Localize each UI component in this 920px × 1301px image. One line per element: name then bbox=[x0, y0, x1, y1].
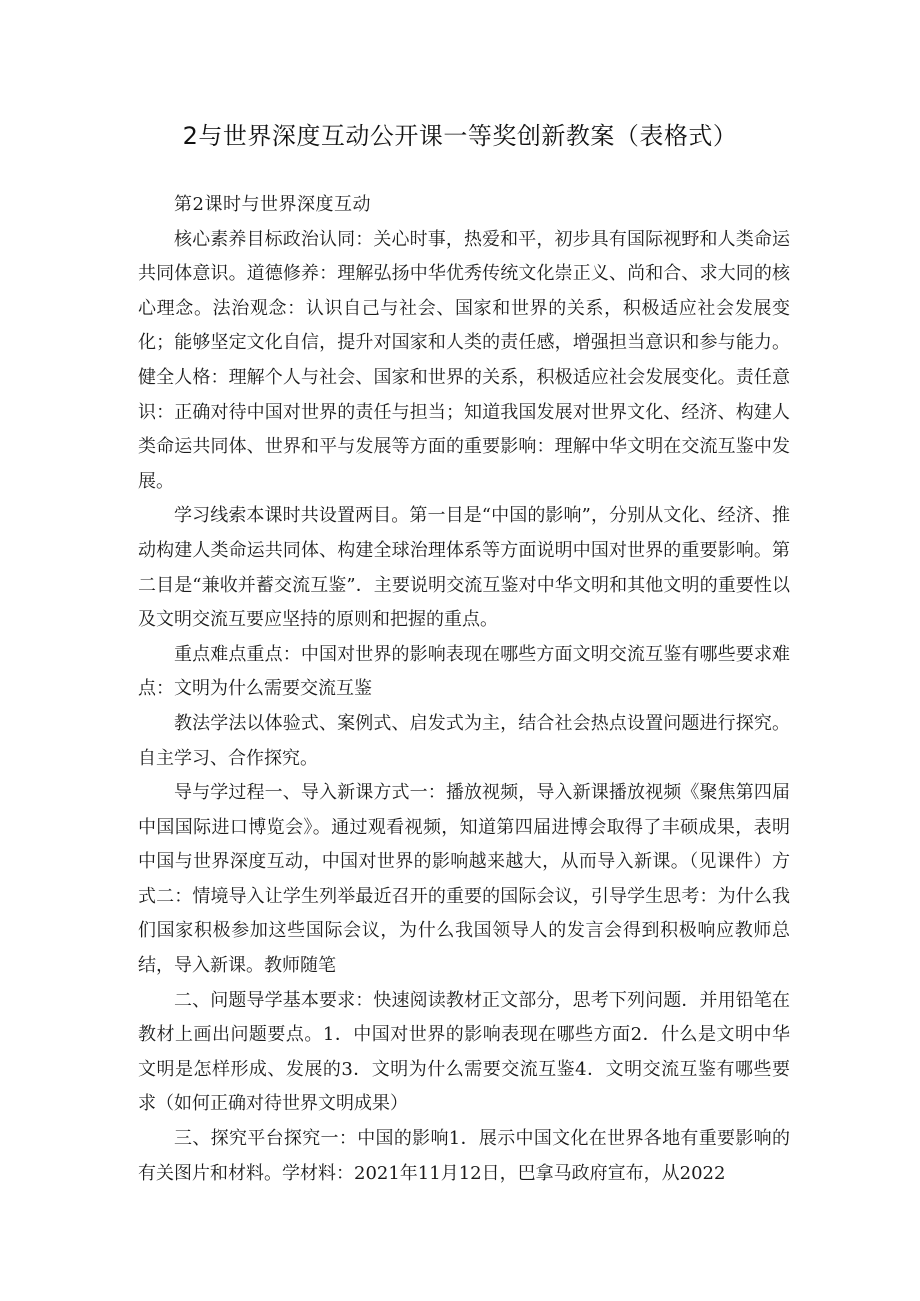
paragraph-core-literacy: 核心素养目标政治认同：关心时事，热爱和平，初步具有国际视野和人类命运共同体意识。道德修养：理解弘扬中华优秀传统文化崇正义、尚和合、求大同的核心理念。法治观念：认识自己与社会、国家和世界的关系，积极适应社会发展变化；能够坚定文化自信，提升对国家和人类的责任感，增强担当意识和参与能力。健全人格：理解个人与社会、国家和世界的关系，积极适应社会发展变化。责任意识：正确对待中国对世界的责任与担当；知道我国发展对世界文化、经济、构建人类命运共同体、世界和平与发展等方面的重要影响：理解中华文明在交流互鉴中发展。 bbox=[138, 228, 790, 492]
paragraph-learning-clue: 学习线索本课时共设置两目。第一目是“中国的影响”，分别从文化、经济、推动构建人类命运共同体、构建全球治理体系等方面说明中国对世界的重要影响。第二目是“兼收并蓄交流互鉴”．主要说明交流互鉴对中华文明和其他文明的重要性以及文明交流互要应坚持的原则和把握的重点。 bbox=[138, 505, 790, 631]
paragraph-exploration: 三、探究平台探究一：中国的影响1．展示中国文化在世界各地有重要影响的有关图片和材料。学材料：2021年11月12日，巴拿马政府宣布，从2022 bbox=[138, 1128, 790, 1184]
paragraph-question-guide: 二、问题导学基本要求：快速阅读教材正文部分，思考下列问题．并用铅笔在教材上画出问题要点。1．中国对世界的影响表现在哪些方面2．什么是文明中华文明是怎样形成、发展的3．文明为什么需要交流互鉴4．文明交流互鉴有哪些要求（如何正确对待世界文明成果） bbox=[138, 989, 790, 1115]
document-title: 2与世界深度互动公开课一等奖创新教案（表格式） bbox=[182, 122, 738, 150]
paragraph-teaching-method: 教法学法以体验式、案例式、启发式为主，结合社会热点设置问题进行探究。自主学习、合作探究。 bbox=[138, 712, 790, 769]
paragraph-process-intro: 导与学过程一、导入新课方式一：播放视频，导入新课播放视频《聚焦第四届中国国际进口博览会》。通过观看视频，知道第四届进博会取得了丰硕成果，表明中国与世界深度互动，中国对世界的影响越来越大，从而导入新课。（见课件）方式二：情境导入让学生列举最近召开的重要的国际会议，引导学生思考：为什么我们国家积极参加这些国际会议，为什么我国领导人的发言会得到积极响应教师总结，导入新课。教师随笔 bbox=[138, 782, 790, 977]
paragraph-key-points: 重点难点重点：中国对世界的影响表现在哪些方面文明交流互鉴有哪些要求难点：文明为什么需要交流互鉴 bbox=[138, 643, 790, 700]
document-body bbox=[138, 188, 790, 1191]
lesson-subtitle: 第2课时与世界深度互动 bbox=[174, 194, 371, 215]
